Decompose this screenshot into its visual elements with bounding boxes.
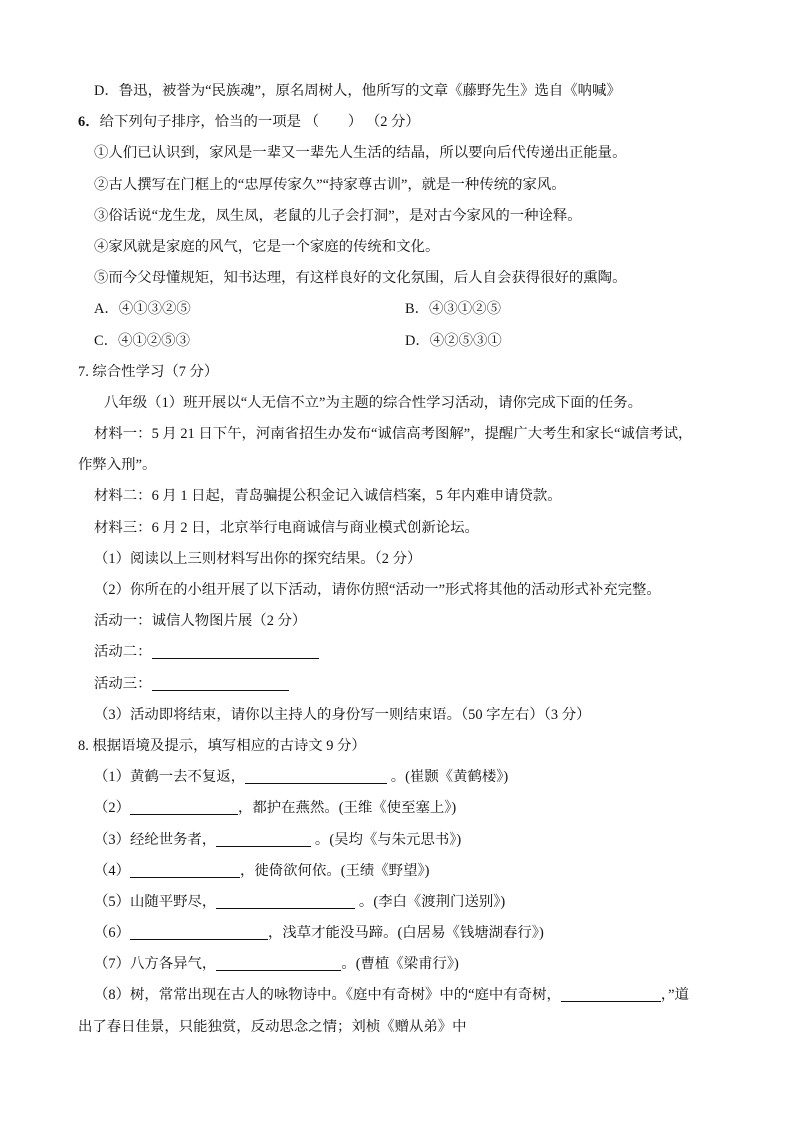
q8-heading: 8. 根据语境及提示，填写相应的古诗文 9 分） [78,737,366,754]
item-text: （3）经纶世务者， [94,831,217,848]
answer-blank [561,987,661,1002]
answer-blank [152,676,289,691]
answer-blank [216,832,311,847]
q6-sentence-3: ③俗话说“龙生龙，凤生凤，老鼠的儿子会打洞”，是对古今家风的一种诠释。 [94,207,582,224]
q8-item-6 [0,918,794,949]
item-text: 。(吴均《与朱元思书》) [311,831,462,848]
option-label: A． [94,301,119,318]
q7-task-2: （2）你所在的小组开展了以下活动，请你仿照“活动一”形式将其他的活动形式补充完整。 [94,582,661,598]
q8-item-5 [0,887,794,918]
q7-heading: 7. 综合性学习（7 分） [78,363,219,380]
item-text: 。(崔颢《黄鹤楼》) [387,769,509,786]
q6-option-d [405,326,502,357]
item-text: ，”道 [660,987,689,1004]
item-text: ，徙倚欲何依。(王绩《野望》) [239,862,430,879]
item-text: ，浅草才能没马蹄。(白居易《钱塘湖春行》) [267,925,544,942]
answer-blank [216,956,341,971]
q8-item-7 [0,949,794,980]
answer-blank [245,769,387,784]
item-text: （6） [94,925,130,942]
option-value: ④②⑤③① [429,332,502,349]
q6-sentence-4: ④家风就是家庭的风气，它是一个家庭的传统和文化。 [94,238,440,255]
q7-activity-2 [0,637,794,668]
q7-material-1-cont: 作弊入刑”。 [78,457,157,474]
item-text: （2） [94,800,130,817]
activity-3-label: 活动三： [94,675,152,692]
q6-heading [0,107,794,138]
q7-task-3: （3）活动即将结束，请你以主持人的身份写一则结束语。（50 字左右）（3 分） [94,706,591,723]
q7-material-1: 材料一：5 月 21 日下午，河南省招生办发布“诚信高考图解”，提醒广大考生和家长“诚信考试， [94,426,693,443]
option-value: ④①③②⑤ [118,301,191,318]
q7-task-1: （1）阅读以上三则材料写出你的探究结果。（2 分） [94,550,422,567]
q6-sentence-5: ⑤而今父母懂规矩，知书达理，有这样良好的文化氛围，后人自会获得很好的熏陶。 [94,270,627,287]
item-text: （1）黄鹤一去不复返， [94,769,246,786]
q5-option-d: D．鲁迅，被誉为“民族魂”，原名周树人，他所写的文章《藤野先生》选自《呐喊》 [94,83,621,99]
item-text: 。(李白《渡荆门送别》) [355,893,506,910]
answer-blank [130,863,240,878]
answer-blank [130,800,238,815]
option-value: ④③①②⑤ [429,301,501,318]
q7-intro: 八年级（1）班开展以“人无信不立”为主题的综合性学习活动，请你完成下面的任务。 [104,394,643,411]
item-text: （4） [94,862,130,879]
item-text: 。(曹植《梁甫行》) [341,956,459,973]
option-label: D． [405,332,430,349]
item-text: ，都护在燕然。(王维《使至塞上》) [237,800,457,817]
q6-option-b [405,294,501,325]
q8-item-8 [0,980,794,1011]
item-text: （7）八方各异气， [94,956,217,973]
q6-option-a [94,301,191,317]
option-value: ④①②⑤③ [118,332,190,349]
option-label: C． [94,332,118,349]
q6-options-row-1 [0,294,794,325]
q6-stem: 给下列句子排序，恰当的一项是 （ ） （2 分） [99,114,420,131]
item-text: （8）树，常常出现在古人的咏物诗中。《庭中有奇树》中的“庭中有奇树， [94,987,561,1004]
q6-options-row-2 [0,326,794,357]
q7-activity-1: 活动一：诚信人物图片展（2 分） [94,613,307,630]
q7-material-3: 材料三：6 月 2 日，北京举行电商诚信与商业模式创新论坛。 [94,519,479,536]
q6-sentence-2: ②古人撰写在门框上的“忠厚传家久”“持家尊古训”，就是一种传统的家风。 [94,176,566,193]
answer-blank [216,894,355,909]
item-text: （5）山随平野尽， [94,893,217,910]
q7-activity-3 [0,669,794,700]
q6-number: 6． [78,114,100,131]
option-label: B． [405,301,429,318]
q6-option-c [94,333,190,349]
q6-sentence-1: ①人们已认识到，家风是一辈又一辈先人生活的结晶，所以要向后代传递出正能量。 [94,145,627,162]
q8-item-2 [0,793,794,824]
q8-item-1 [0,762,794,793]
q7-material-2: 材料二：6 月 1 日起，青岛骗提公积金记入诚信档案，5 年内难申请贷款。 [94,488,562,505]
q8-item-8-cont: 出了春日佳景，只能独赏，反动思念之情；刘桢《赠从弟》中 [78,1018,467,1035]
activity-2-label: 活动二： [94,644,152,661]
answer-blank [152,644,319,659]
q8-item-3 [0,825,794,856]
q8-item-4 [0,856,794,887]
answer-blank [130,925,268,940]
